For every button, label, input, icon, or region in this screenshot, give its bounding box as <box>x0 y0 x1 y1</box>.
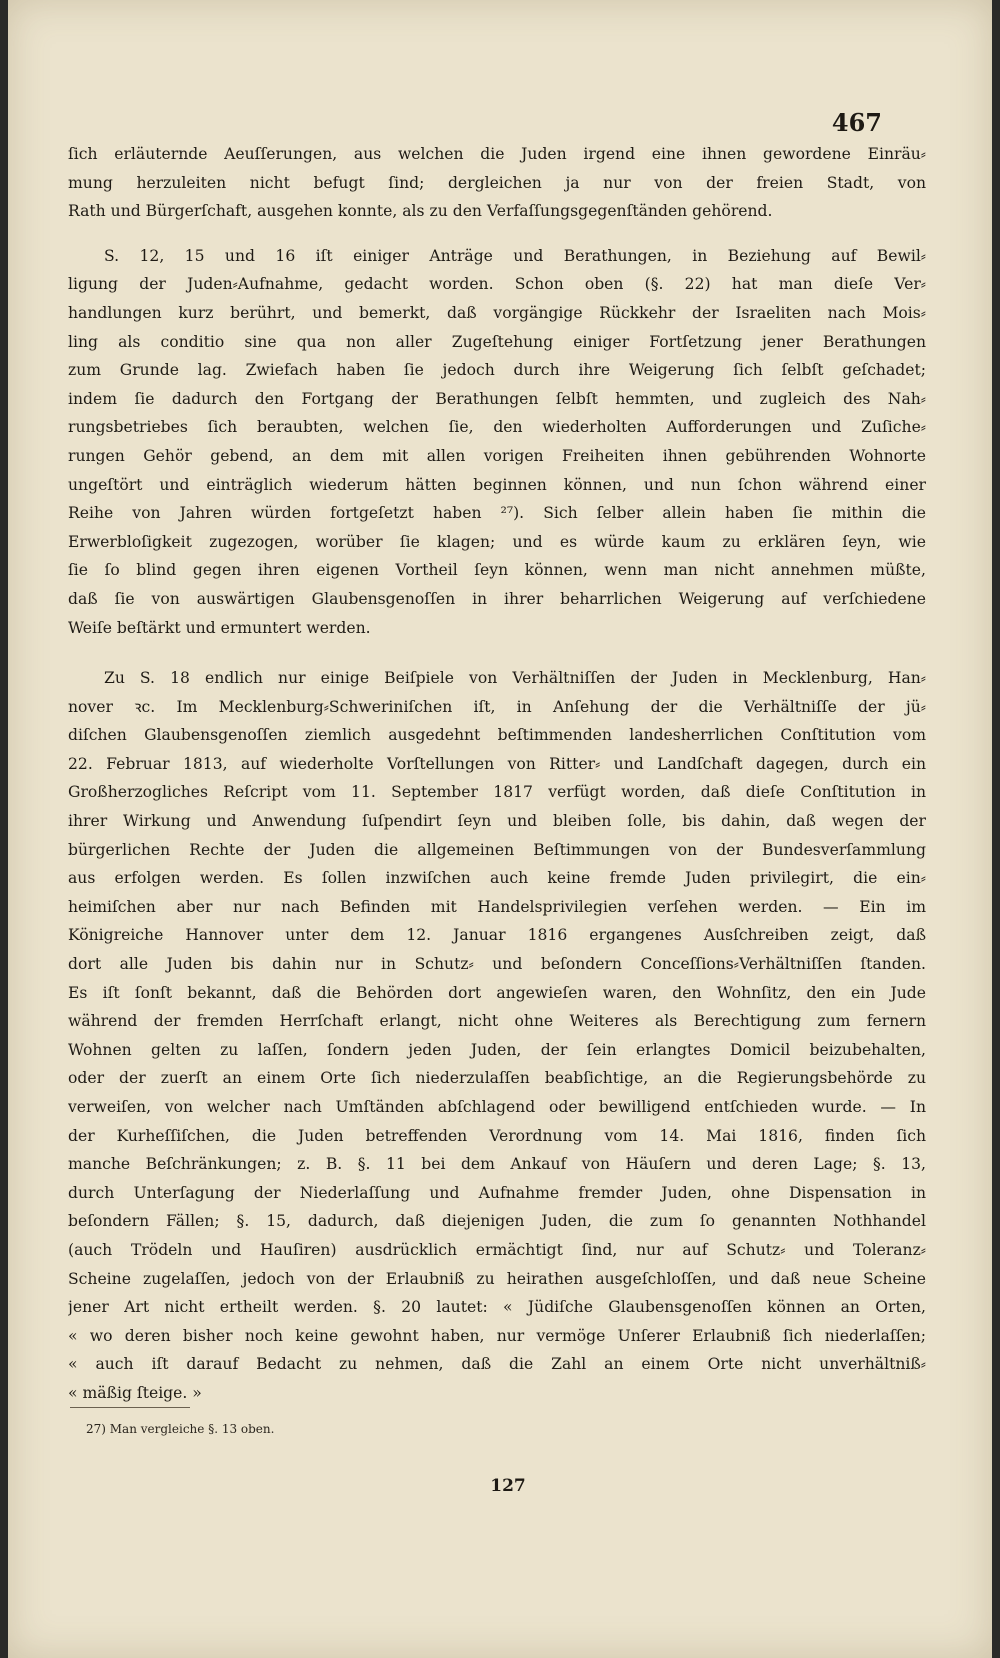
paragraph-3 <box>68 664 926 1407</box>
text-line: 22. Februar 1813, auf wiederholte Vorſtellungen von Ritter⸗ und Landſchaft dagegen, durch ein <box>68 754 926 773</box>
text-line: Großherzogliches Reſcript vom 11. September 1817 verfügt worden, daß dieſe Conſtitution in <box>68 783 926 802</box>
text-line: jener Art nicht ertheilt werden. §. 20 lautet: « Jüdiſche Glaubensgenoſſen können an Orten, <box>68 1298 926 1317</box>
text-line: zum Grunde lag. Zwiefach haben ſie jedoch durch ihre Weigerung ſich ſelbſt geſchadet; <box>68 361 926 380</box>
text-line: Weiſe beſtärkt und ermuntert werden. <box>68 618 371 637</box>
text-line: Wohnen gelten zu laſſen, ſondern jeden Juden, der ſein erlangtes Domicil beizubehalten, <box>68 1040 926 1059</box>
text-line: (auch Trödeln und Hauſiren) ausdrücklich ermächtigt ſind, nur auf Schutz⸗ und Toleranz⸗ <box>68 1240 926 1259</box>
text-line: ſich erläuternde Aeuſſerungen, aus welchen die Juden irgend eine ihnen gewordene Einräu⸗ <box>68 145 926 163</box>
text-line: « auch iſt darauf Bedacht zu nehmen, daß die Zahl an einem Orte nicht unverhältniß⸗ <box>68 1355 926 1374</box>
text-line: ungeſtört und einträglich wiederum hätten beginnen können, und nun ſchon während einer <box>68 475 926 494</box>
text-line: Königreiche Hannover unter dem 12. Januar 1816 ergangenes Ausſchreiben zeigt, daß <box>68 926 926 945</box>
text-line: Reihe von Jahren würden fortgeſetzt haben ²⁷). Sich ſelber allein haben ſie mithin die <box>68 504 926 523</box>
text-line: indem ſie dadurch den Fortgang der Berathungen ſelbſt hemmten, und zugleich des Nah⸗ <box>68 389 926 408</box>
text-line: heimiſchen aber nur nach Befinden mit Handelsprivilegien verſehen werden. — Ein im <box>68 897 926 916</box>
text-line: Erwerbloſigkeit zugezogen, worüber ſie klagen; und es würde kaum zu erklären ſeyn, wie <box>68 532 926 551</box>
body-text <box>68 140 926 1408</box>
signature-mark: 127 <box>490 1476 526 1496</box>
text-line: während der fremden Herrſchaft erlangt, nicht ohne Weiteres als Berechtigung zum fernern <box>68 1012 926 1031</box>
text-line: oder der zuerſt an einem Orte ſich niederzulaſſen beabſichtige, an die Regierungsbehörde zu <box>68 1069 926 1088</box>
text-line: S. 12, 15 und 16 iſt einiger Anträge und Berathungen, in Beziehung auf Bewil⸗ <box>104 246 926 265</box>
text-line: aus erfolgen werden. Es ſollen inzwiſchen auch keine fremde Juden privilegirt, die ein⸗ <box>68 869 926 888</box>
text-line: ihrer Wirkung und Anwendung ſuſpendirt ſeyn und bleiben ſolle, bis dahin, daß wegen der <box>68 812 926 831</box>
text-line: ſie ſo blind gegen ihren eigenen Vortheil ſeyn können, wenn man nicht annehmen müßte, <box>68 561 926 580</box>
text-line: manche Beſchränkungen; z. B. §. 11 bei dem Ankauf von Häuſern und deren Lage; §. 13, <box>68 1155 926 1174</box>
text-line: Zu S. 18 endlich nur einige Beiſpiele von Verhältniſſen der Juden in Mecklenburg, Han⸗ <box>104 669 926 688</box>
book-page <box>8 0 992 1658</box>
text-line: Scheine zugelaſſen, jedoch von der Erlaubniß zu heirathen ausgeſchloſſen, und daß neue Scheine <box>68 1269 926 1288</box>
text-line: dort alle Juden bis dahin nur in Schutz⸗ und beſondern Conceſſions⸗Verhältniſſen ſtanden. <box>68 955 926 974</box>
text-line: ling als conditio sine qua non aller Zugeſtehung einiger Fortſetzung jener Berathungen <box>68 332 926 351</box>
paragraph-2 <box>68 242 926 642</box>
text-line: Es iſt ſonſt bekannt, daß die Behörden dort angewieſen waren, den Wohnſitz, den ein Jude <box>68 983 926 1002</box>
footnote-divider <box>70 1407 190 1408</box>
text-line: durch Unterſagung der Niederlaſſung und Aufnahme fremder Juden, ohne Dispensation in <box>68 1183 926 1202</box>
text-line: Rath und Bürgerſchaft, ausgehen konnte, als zu den Verfaſſungsgegenſtänden gehörend. <box>68 202 773 221</box>
text-line: beſondern Fällen; §. 15, dadurch, daß diejenigen Juden, die zum ſo genannten Nothhandel <box>68 1212 926 1231</box>
text-line: handlungen kurz berührt, und bemerkt, daß vorgängige Rückkehr der Israeliten nach Mois⸗ <box>68 303 926 322</box>
text-line: « wo deren bisher noch keine gewohnt haben, nur vermöge Unſerer Erlaubniß ſich niederlaſſen; <box>68 1326 926 1345</box>
text-line: daß ſie von auswärtigen Glaubensgenoſſen in ihrer beharrlichen Weigerung auf verſchiedene <box>68 589 926 608</box>
text-line: der Kurheſſiſchen, die Juden betreffenden Verordnung vom 14. Mai 1816, finden ſich <box>68 1126 926 1145</box>
text-line: ligung der Juden⸗Aufnahme, gedacht worden. Schon oben (§. 22) hat man dieſe Ver⸗ <box>68 275 926 294</box>
text-line: nover ꝛc. Im Mecklenburg⸗Schweriniſchen iſt, in Anſehung der die Verhältniſſe der jü⸗ <box>68 697 926 716</box>
text-line: « mäßig ſteige. » <box>68 1383 202 1402</box>
text-line: verweiſen, von welcher nach Umſtänden abſchlagend oder bewilligend entſchieden wurde. — In <box>68 1098 926 1116</box>
text-line: rungen Gehör gebend, an dem mit allen vorigen Freiheiten ihnen gebührenden Wohnorte <box>68 446 926 465</box>
paragraph-1 <box>68 140 926 226</box>
text-line: bürgerlichen Rechte der Juden die allgemeinen Beſtimmungen von der Bundesverſammlung <box>68 840 926 859</box>
text-line: mung herzuleiten nicht befugt ſind; dergleichen ja nur von der freien Stadt, von <box>68 173 926 192</box>
text-line: rungsbetriebes ſich beraubten, welchen ſie, den wiederholten Aufforderungen und Zuſiche⸗ <box>68 418 926 437</box>
text-line: diſchen Glaubensgenoſſen ziemlich ausgedehnt beſtimmenden landesherrlichen Conſtitution vom <box>68 726 926 745</box>
footnote: 27) Man vergleiche §. 13 oben. <box>86 1422 275 1436</box>
page-number: 467 <box>831 108 882 137</box>
